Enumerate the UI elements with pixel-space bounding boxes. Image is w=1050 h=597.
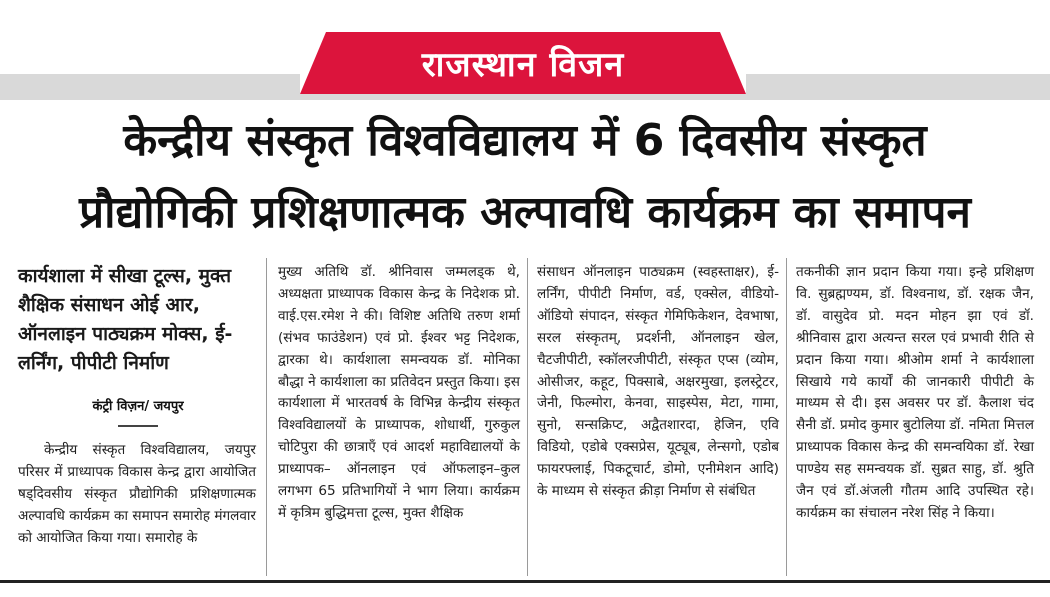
- section-label: राजस्थान विजन: [421, 45, 625, 85]
- article-lead: [18, 440, 256, 550]
- headline-line-1: केन्द्रीय संस्कृत विश्वविद्यालय में 6 दिवसीय संस्कृत: [123, 115, 927, 166]
- column-divider-2: [527, 258, 528, 576]
- column-3-text: संसाधन ऑनलाइन पाठ्यक्रम (स्वहस्ताक्षर), ई-लर्निंग, पीपीटी निर्माण, वर्ड, एक्सेल, वीडियो-ऑडियो संपादन, संस्कृत गेमिफिकेशन, देवभाषा, सरल संस्कृतम्, प्रदर्शनी, ऑनलाइन खेल, चैटजीपीटी, स्कॉलरजीपीटी, संस्कृत एप्स (व्योम, ओसीजर, कहूट, पिक्साबे, अक्षरमुखा, इलस्ट्रेटर, जेनी, फिल्मोरा, केनवा, साइस्पेस, मेटा, गामा, सुनो, सन्सक्रिप्ट, अद्वैतशारदा, हेजिन, एवि विडियो, एडोबे एक्सप्रेस, यूट्यूब, लेन्सगो, एडोब फायरफ्लाई, पिकटूचार्ट, डोमो, एनीमेशन आदि) के माध्यम से संस्कृत क्रीड़ा निर्माण से संबंधित: [537, 264, 779, 500]
- column-4-text: तकनीकी ज्ञान प्रदान किया गया। इन्हे प्रशिक्षण वि. सुब्रह्मण्यम, डॉ. विश्वनाथ, डॉ. रक्षक जैन, डॉ. वासुदेव प्रो. मदन मोहन झा एवं डॉ. श्रीनिवास द्वारा अत्यन्त सरल एवं प्रभावी रीति से प्रदान किया गया। श्रीओम शर्मा ने कार्यशाला सिखाये गये कार्यों की जानकारी पीपीटी के माध्यम से दी। इस अवसर पर डॉ. कैलाश चंद सैनी डॉ. प्रमोद कुमार बुटोलिया डॉ. नमिता मित्तल प्राध्यापक विकास केन्द्र की समन्वयिका डॉ. रेखा पाण्डेय सह समन्वयक डॉ. सुब्रत साहु, डॉ. श्रुति जैन एवं डॉ.अंजली गौतम आदि उपस्थित रहे। कार्यक्रम का संचालन नरेश सिंह ने किया।: [796, 264, 1034, 521]
- section-banner: [300, 32, 746, 94]
- column-2-text: मुख्य अतिथि डॉ. श्रीनिवास जम्मलड्क थे, अध्यक्षता प्राध्यापक विकास केन्द्र के निदेशक प्रो. वाई.एस.रमेश ने की। विशिष्ट अतिथि तरुण शर्मा (संभव फाउंडेशन) एवं प्रो. ईश्वर भट्ट निदेशक, द्वारका थे। कार्यशाला समन्वयक डॉ. मोनिका बौद्धा ने कार्यशाला का प्रतिवेदन प्रस्तुत किया। इस कार्यशाला में भारतवर्ष के विभिन्न केन्द्रीय संस्कृत विश्वविद्यालयों के प्राध्यापक, शोधार्थी, गुरुकुल चोटिपुरा की छात्राएँ एवं आदर्श महाविद्यालयों के प्राध्यापक– ऑनलाइन एवं ऑफलाइन–कुल लगभग 65 प्रतिभागियों ने भाग लिया। कार्यक्रम में कृत्रिम बुद्धिमत्ता टूल्स, मुक्त शैक्षिक: [278, 264, 520, 521]
- column-divider-1: [266, 258, 267, 576]
- column-divider-3: [786, 258, 787, 576]
- article-column-3: [537, 262, 779, 503]
- headline-line-2: प्रौद्योगिकी प्रशिक्षणात्मक अल्पावधि कार्यक्रम का समापन: [79, 187, 971, 238]
- article-column-4: [796, 262, 1034, 525]
- subheadline: कार्यशाला में सीखा टूल्स, मुक्त शैक्षिक संसाधन ओई आर, ऑनलाइन पाठ्यक्रम मोक्स, ई-लर्निंग, पीपीटी निर्माण: [18, 265, 233, 374]
- byline-rule: [118, 425, 158, 427]
- page-bottom-edge: [0, 580, 1050, 597]
- byline: कंट्री विज़न/ जयपुर: [92, 399, 184, 414]
- article-column-2: [278, 262, 520, 525]
- lead-paragraph: केन्द्रीय संस्कृत विश्वविद्यालय, जयपुर परिसर में प्राध्यापक विकास केन्द्र द्वारा आयोजित षड्दिवसीय संस्कृत प्रौद्योगिकी प्रशिक्षणात्मक अल्पावधि कार्यक्रम का समापन समारोह मंगलवार को आयोजित किया गया। समारोह के: [18, 442, 256, 546]
